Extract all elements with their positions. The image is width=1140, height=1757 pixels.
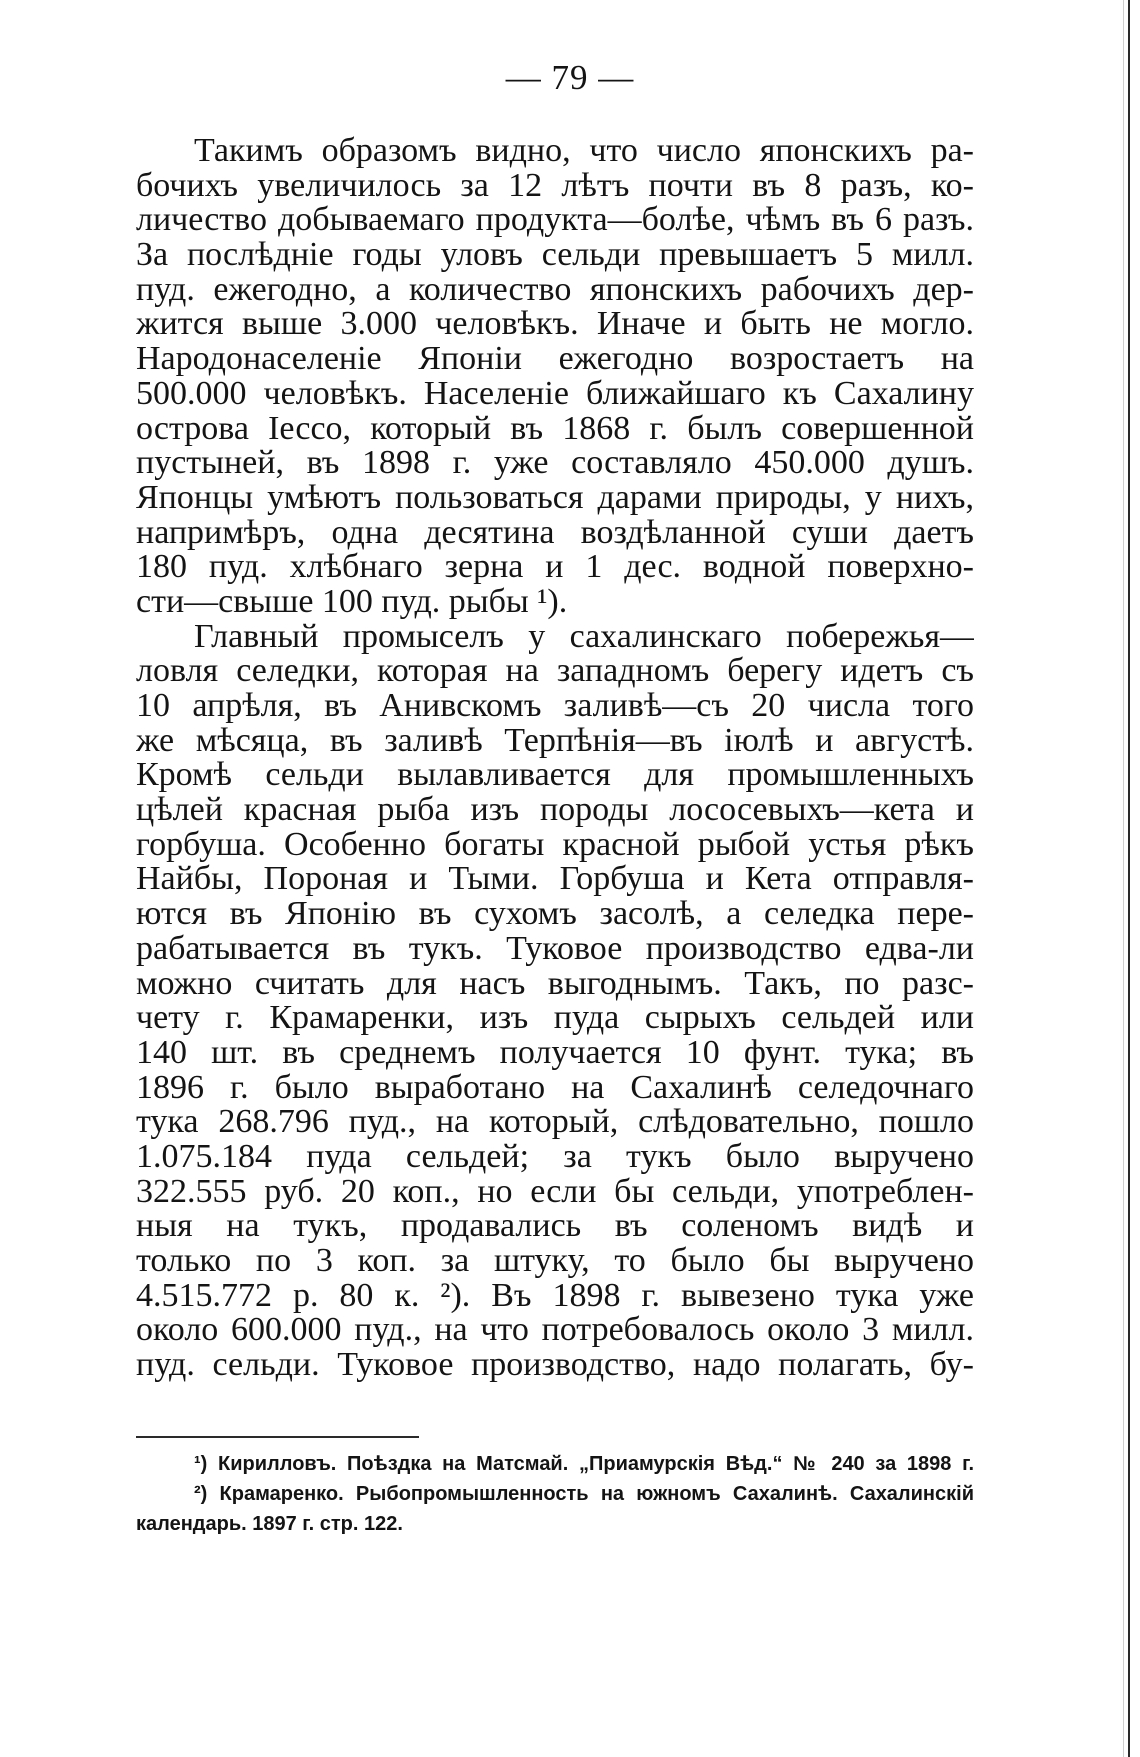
text-line: 180 пуд. хлѣбнаго зерна и 1 дес. водной поверхно- bbox=[136, 550, 974, 585]
text-line: острова Іессо, который въ 1868 г. былъ совершенной bbox=[136, 411, 974, 447]
text-line: рабатывается въ тукъ. Туковое производство едва-ли bbox=[136, 931, 974, 967]
text-line: напримѣръ, одна десятина воздѣланной суши даетъ bbox=[136, 515, 974, 551]
text-line: 1.075.184 пуда сельдей; за тукъ было выручено bbox=[136, 1139, 974, 1175]
text-line: личество добываемаго продукта—болѣе, чѣмъ въ 6 разъ. bbox=[136, 203, 974, 239]
text-line: 4.515.772 р. 80 к. ²). Въ 1898 г. вывезено тука уже bbox=[136, 1278, 974, 1314]
text-line: можно считать для насъ выгоднымъ. Такъ, по разс- bbox=[136, 966, 974, 1002]
page-edge-rule bbox=[1128, 0, 1130, 1757]
text-line: горбуша. Особенно богаты красной рыбой устья рѣкъ bbox=[136, 827, 974, 863]
text-line: ловля селедки, которая на западномъ берегу идетъ съ bbox=[136, 654, 974, 689]
text-line: бочихъ увеличилось за 12 лѣтъ почти въ 8 разъ, ко- bbox=[136, 168, 974, 204]
text-line: пустыней, въ 1898 г. уже составляло 450.000 душъ. bbox=[136, 446, 974, 481]
text-line: 10 апрѣля, въ Анивскомъ заливѣ—съ 20 числа того bbox=[136, 689, 974, 724]
text-line: Японцы умѣютъ пользоваться дарами природы, у нихъ, bbox=[136, 480, 974, 516]
footnotes bbox=[136, 1449, 974, 1539]
text-line: ются въ Японію въ сухомъ засолѣ, а селедка пере- bbox=[136, 897, 974, 932]
text-line: ныя на тукъ, продавались въ соленомъ видѣ и bbox=[136, 1209, 974, 1244]
text-line: За послѣдніе годы уловъ сельди превышаетъ 5 милл. bbox=[136, 238, 974, 273]
text-line: Найбы, Пороная и Тыми. Горбуша и Кета отправля- bbox=[136, 862, 974, 898]
text-line: же мѣсяца, въ заливѣ Терпѣнія—въ іюлѣ и августѣ. bbox=[136, 723, 974, 759]
page-number: — 79 — bbox=[505, 58, 635, 97]
text-line: только по 3 коп. за штуку, то было бы выручено bbox=[136, 1244, 974, 1279]
text-line: Такимъ образомъ видно, что число японскихъ ра- bbox=[194, 134, 974, 169]
text-line: тука 268.796 пуд., на который, слѣдовательно, пошло bbox=[136, 1105, 974, 1140]
text-line: около 600.000 пуд., на что потребовалось около 3 милл. bbox=[136, 1313, 974, 1349]
text-line: 322.555 руб. 20 коп., но если бы сельди, употреблен- bbox=[136, 1174, 974, 1210]
text-line: Народонаселеніе Японіи ежегодно возростаетъ на bbox=[136, 342, 974, 377]
text-line: пуд. ежегодно, а количество японскихъ рабочихъ дер- bbox=[136, 272, 974, 308]
text-line: 500.000 человѣкъ. Населеніе ближайшаго къ Сахалину bbox=[136, 376, 974, 412]
text-line: сти—свыше 100 пуд. рыбы ¹). bbox=[136, 584, 568, 620]
text-line: 1896 г. было выработано на Сахалинѣ селедочнаго bbox=[136, 1070, 974, 1106]
text-line: Кромѣ сельди вылавливается для промышленныхъ bbox=[136, 758, 974, 794]
text-line: пуд. сельди. Туковое производство, надо полагать, бу- bbox=[136, 1348, 974, 1383]
footnote-line: ²) Крамаренко. Рыбопромышленность на южномъ Сахалинѣ. Сахалинскій bbox=[194, 1483, 974, 1505]
text-line: 140 шт. въ среднемъ получается 10 фунт. тука; въ bbox=[136, 1035, 974, 1071]
text-line: чету г. Крамаренки, изъ пуда сырыхъ сельдей или bbox=[136, 1001, 974, 1036]
text-line: Главный промыселъ у сахалинскаго побережья— bbox=[194, 619, 974, 655]
page-edge-shadow bbox=[1123, 0, 1124, 1757]
footnote-separator bbox=[136, 1436, 419, 1438]
footnote-line: ¹) Кирилловъ. Поѣздка на Матсмай. „Приамурскія Вѣд.“ № 240 за 1898 г. bbox=[194, 1453, 974, 1475]
body-text bbox=[136, 134, 974, 1383]
footnote-line: календарь. 1897 г. стр. 122. bbox=[136, 1513, 403, 1535]
text-line: жится выше 3.000 человѣкъ. Иначе и быть не могло. bbox=[136, 307, 974, 343]
text-line: цѣлей красная рыба изъ породы лососевыхъ—кета и bbox=[136, 793, 974, 828]
